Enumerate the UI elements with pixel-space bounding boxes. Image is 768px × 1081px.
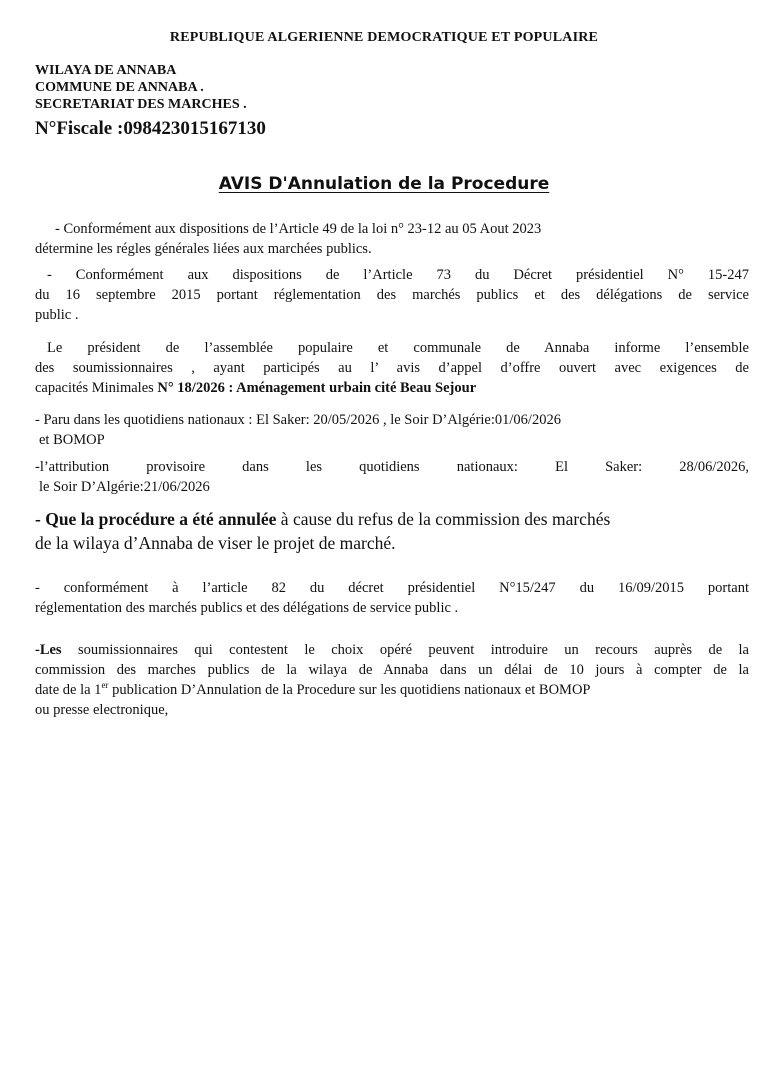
paragraph-president-informs: Le président de l’assemblée populaire et communale de Annaba informe l’ensemble des soumissionnaires , ayant participés au l’ avis d’appel d’offre ouvert avec exigences de capacités Minimales N° 18/2026 : Aménagement urbain cité Beau Sejour	[35, 340, 749, 396]
paragraph-appeal: -Les soumissionnaires qui contestent le choix opéré peuvent introduire un recours auprès de la commission des marches publics de la wilaya de Annaba dans un délai de 10 jours à compter de la date de la 1er publication D’Annulation de la Procedure sur les quotidiens nationaux et BOMOP ou presse electronique,	[35, 642, 749, 718]
issuer-block	[35, 62, 247, 113]
capacity-label: capacités Minimales	[35, 380, 154, 396]
notice-title	[0, 174, 768, 194]
paragraph-provisional-attribution: -l’attribution provisoire dans les quotidiens nationaux: El Saker: 28/06/2026, le Soir D’Algérie:21/06/2026	[35, 459, 749, 495]
paragraph-law-article-49: - Conformément aux dispositions de l’Article 49 de la loi n° 23-12 au 05 Aout 2023 détermine les régles générales liées aux marchées publics.	[35, 221, 542, 257]
paragraph-article-82: - conformément à l’article 82 du décret présidentiel N°15/247 du 16/09/2015 portant réglementation des marchés publics et des délégations de service public .	[35, 580, 749, 616]
tender-reference: N° 18/2026 : Aménagement urbain cité Beau Sejour	[157, 380, 477, 396]
republic-header: REPUBLIQUE ALGERIENNE DEMOCRATIQUE ET POPULAIRE	[169, 30, 599, 45]
secretariat-line: SECRETARIAT DES MARCHES .	[35, 97, 247, 112]
wilaya-line: WILAYA DE ANNABA	[35, 63, 177, 78]
appeal-lead: -Les	[35, 642, 62, 658]
paragraph-decree-article-73: - Conformément aux dispositions de l’Article 73 du Décret présidentiel N° 15-247 du 16 septembre 2015 portant réglementation des marchés publics et des délégations de service public .	[35, 267, 749, 323]
fiscal-number: N°Fiscale :098423015167130	[35, 118, 266, 139]
notice-title-text: AVIS D'Annulation de la Procedure	[218, 174, 550, 194]
paragraph-annulment: - Que la procédure a été annulée à cause du refus de la commission des marchés de la wilaya d’Annaba de viser le projet de marché.	[35, 509, 611, 553]
commune-line: COMMUNE DE ANNABA .	[35, 80, 204, 95]
paragraph-publications: - Paru dans les quotidiens nationaux : El Saker: 20/05/2026 , le Soir D’Algérie:01/06/2026 et BOMOP	[35, 412, 561, 448]
annulment-statement: - Que la procédure a été annulée	[35, 509, 277, 529]
